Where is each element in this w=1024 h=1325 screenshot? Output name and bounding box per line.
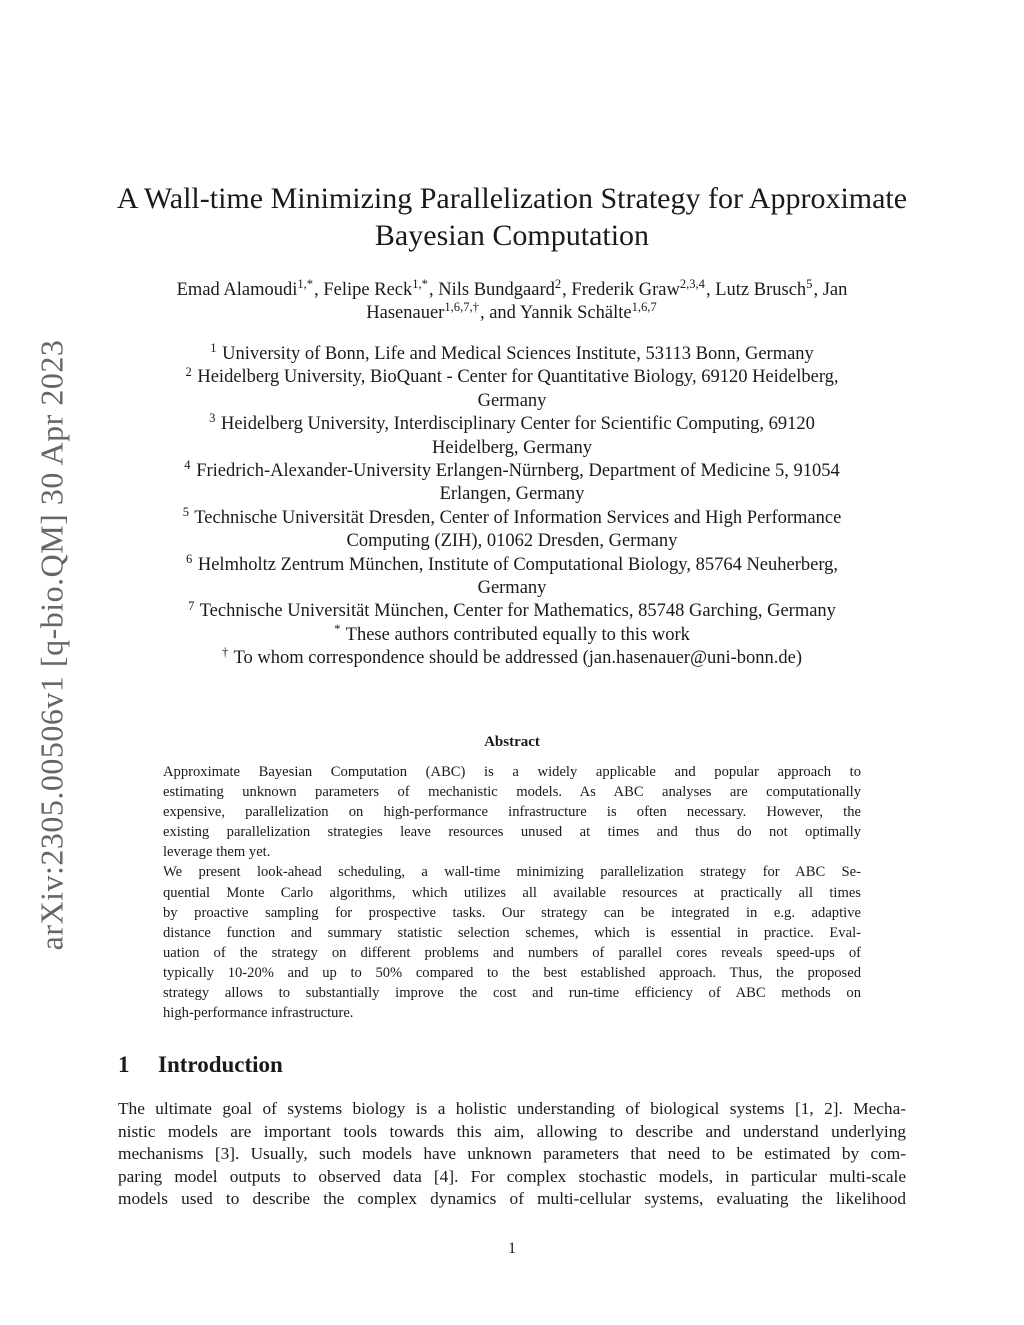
author-name: Felipe Reck [323, 280, 413, 300]
abstract-line: typically 10-20% and up to 50% compared to the best established approach. Thus, the proposed [163, 964, 861, 981]
author-affil-mark: 1,6,7 [631, 300, 657, 315]
author-name: Emad Alamoudi [176, 280, 298, 300]
affiliation-line [110, 647, 914, 670]
equal-contribution-note: These authors contributed equally to this work [345, 624, 690, 645]
abstract-line: strategy allows to substantially improve the cost and run-time efficiency of ABC methods on [163, 985, 861, 1002]
author-joiner: and [489, 303, 516, 323]
affiliation-line: Germany [477, 578, 547, 599]
abstract-line: expensive, parallelization on high-performance infrastructure is often necessary. However, the [163, 804, 861, 821]
affiliation-mark: * [334, 621, 341, 636]
arxiv-stamp[interactable]: arXiv:2305.00506v1 [q-bio.QM] 30 Apr 2023 [33, 339, 70, 951]
abstract-line: Approximate Bayesian Computation (ABC) is a widely applicable and popular approach to [163, 764, 861, 780]
body-line: paring model outputs to observed data [4]. For complex stochastic models, in particular multi-scale [118, 1166, 906, 1186]
page-number: 1 [508, 1240, 516, 1257]
affiliation-line [110, 551, 914, 577]
affiliation-text: Technische Universität Dresden, Center of Information Services and High Performance [194, 507, 842, 528]
author-affil-mark: 2 [554, 277, 562, 292]
abstract-line: existing parallelization strategies leave resources unused at times and thus do not optimally [163, 824, 861, 841]
correspondence-note: To whom correspondence should be addressed (jan.hasenauer@uni-bonn.de) [233, 648, 803, 669]
author-line: Emad Alamoudi$^{1,*}$, Felipe Reck$^{1,*}$, Nils Bundgaard$^2$, Frederik Graw$^{2,3,4}$, Lutz Brusch$^5$, Jan [176, 277, 848, 300]
affiliation-text: Heidelberg University, BioQuant - Center for Quantitative Biology, 69120 Heidelberg, [197, 367, 839, 388]
introduction-body [118, 1098, 906, 1211]
author-affil-mark: 1,6,7,† [444, 300, 479, 315]
body-line: models used to describe the complex dynamics of multi-cellular systems, evaluating the likelihood [118, 1189, 906, 1209]
affiliation-mark: 7 [188, 598, 195, 613]
affiliation-mark: 1 [210, 341, 217, 356]
affiliation-text: Heidelberg University, Interdisciplinary Center for Scientific Computing, 69120 [220, 414, 815, 435]
affiliation-mark: 3 [209, 411, 216, 426]
author-name: Nils Bundgaard [438, 280, 555, 300]
abstract-line: uation of the strategy on different problems and numbers of parallel cores reveals speed-ups of [163, 944, 861, 961]
abstract-line: distance function and summary statistic selection schemes, which is essential in practice. Eval- [163, 924, 861, 941]
body-line: The ultimate goal of systems biology is a holistic understanding of biological systems [1, 2]. Mecha- [118, 1099, 906, 1118]
affiliation-mark: 2 [185, 364, 192, 379]
affiliation-text: Friedrich-Alexander-University Erlangen-Nürnberg, Department of Medicine 5, 91054 [196, 461, 840, 482]
affiliation-line [110, 621, 914, 647]
affiliation-text: Technische Universität München, Center for Mathematics, 85748 Garching, Germany [199, 601, 836, 622]
abstract-body [163, 762, 861, 1023]
author-affil-mark: 5 [806, 277, 813, 292]
title-line: Bayesian Computation [374, 219, 650, 252]
affiliation-line [110, 366, 914, 389]
author-name: Jan [822, 280, 848, 300]
author-affil-mark: 1,* [412, 277, 428, 292]
author-list [110, 279, 914, 325]
author-name: Yannik Schälte [519, 303, 632, 323]
affiliation-line: Germany [477, 390, 547, 411]
paper-title [110, 180, 914, 254]
affiliation-line [110, 343, 914, 366]
title-line: A Wall-time Minimizing Parallelization Strategy for Approximate [116, 182, 908, 215]
section-title: Introduction [158, 1052, 283, 1077]
section-number: 1 [118, 1052, 130, 1077]
abstract-heading: Abstract [484, 734, 540, 750]
author-name: Lutz Brusch [715, 280, 807, 300]
affiliation-line: Erlangen, Germany [439, 484, 585, 505]
affiliation-line [110, 600, 914, 623]
abstract-line: We present look-ahead scheduling, a wall-time minimizing parallelization strategy for ABC Se- [163, 864, 861, 881]
body-line: nistic models are important tools towards this aim, allowing to describe and understand underlying [118, 1121, 906, 1141]
affiliation-line [110, 413, 914, 436]
author-affil-mark: 1,* [297, 277, 314, 292]
affiliation-line: Heidelberg, Germany [432, 437, 592, 458]
affiliation-mark: 5 [182, 504, 189, 519]
affiliation-mark: 6 [185, 551, 193, 566]
affiliation-line [110, 460, 914, 483]
affiliation-line: Computing (ZIH), 01062 Dresden, Germany [346, 531, 678, 552]
abstract-line: estimating unknown parameters of mechanistic models. As ABC analyses are computationally [163, 784, 861, 801]
abstract-line: by proactive sampling for prospective tasks. Our strategy can be integrated in e.g. adaptive [163, 904, 861, 921]
affiliation-line [110, 504, 914, 530]
affiliation-list [110, 343, 914, 671]
author-name: Hasenauer [366, 303, 445, 323]
author-line: Hasenauer$^{1,6,7,\dagger}$, and Yannik Schälte$^{1,6,7}$ [366, 300, 657, 323]
abstract-line: quential Monte Carlo algorithms, which utilizes all available resources at practically all times [163, 884, 861, 901]
body-line: mechanisms [3]. Usually, such models have unknown parameters that need to be estimated by com- [118, 1144, 906, 1164]
section-heading [118, 1052, 283, 1078]
author-name: Frederik Graw [571, 280, 680, 300]
affiliation-text: University of Bonn, Life and Medical Sciences Institute, 53113 Bonn, Germany [222, 344, 814, 364]
abstract-line: leverage them yet. [163, 844, 271, 861]
affiliation-text: Helmholtz Zentrum München, Institute of Computational Biology, 85764 Neuherberg, [197, 554, 839, 575]
affiliation-mark: 4 [184, 458, 191, 473]
author-affil-mark: 2,3,4 [679, 277, 705, 292]
affiliation-mark: † [221, 645, 229, 660]
abstract-line: high-performance infrastructure. [163, 1005, 354, 1022]
